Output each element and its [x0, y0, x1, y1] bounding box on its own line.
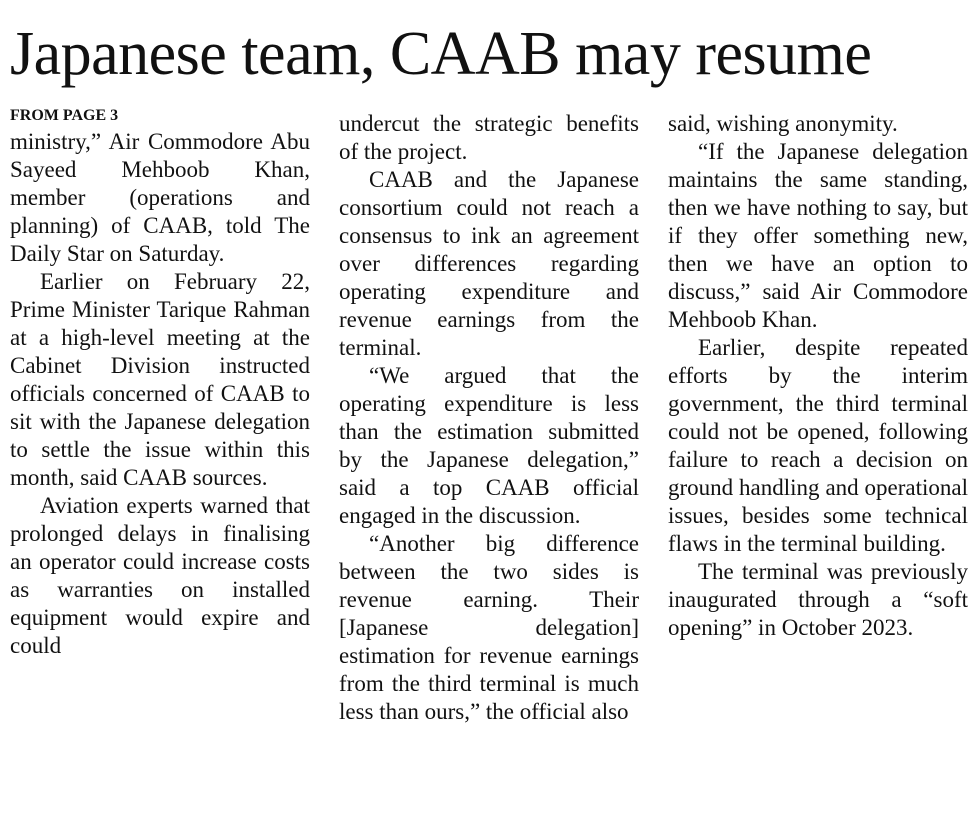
- paragraph: CAAB and the Japanese consortium could not reach a consensus to ink an agreement over differences regarding operating expenditure and revenue earnings from the terminal.: [339, 167, 639, 360]
- paragraph: “Another big difference between the two sides is revenue earning. Their [Japanese delegation] estimation for revenue earnings from the third terminal is much less than ours,” the official also: [339, 531, 639, 724]
- paragraph: said, wishing anonymity.: [668, 111, 898, 136]
- article-column-1: [10, 128, 310, 660]
- paragraph: Earlier on February 22, Prime Minister Tarique Rahman at a high-level meeting at the Cabinet Division instructed officials concerned of CAAB to sit with the Japanese delegation to settle the issue within this month, said CAAB sources.: [10, 269, 310, 490]
- paragraph: “We argued that the operating expenditure is less than the estimation submitted by the Japanese delegation,” said a top CAAB official engaged in the discussion.: [339, 363, 639, 528]
- article-column-3: [668, 110, 968, 642]
- kicker-from-page: FROM PAGE 3: [10, 107, 119, 124]
- article-column-2: [339, 110, 639, 726]
- paragraph: The terminal was previously inaugurated through a “soft opening” in October 2023.: [668, 559, 968, 640]
- paragraph: undercut the strategic benefits of the project.: [339, 111, 639, 164]
- paragraph: Earlier, despite repeated efforts by the interim government, the third terminal could not be opened, following failure to reach a decision on ground handling and operational issues, besides some technical flaws in the terminal building.: [668, 335, 968, 556]
- paragraph: “If the Japanese delegation maintains the same standing, then we have nothing to say, but if they offer something new, then we have an option to discuss,” said Air Commodore Mehboob Khan.: [668, 139, 968, 332]
- headline: Japanese team, CAAB may resume: [10, 20, 872, 88]
- paragraph: ministry,” Air Commodore Abu Sayeed Mehboob Khan, member (operations and planning) of CAAB, told The Daily Star on Saturday.: [10, 129, 310, 266]
- paragraph: Aviation experts warned that prolonged delays in finalising an operator could increase costs as warranties on installed equipment would expire and could: [10, 493, 310, 658]
